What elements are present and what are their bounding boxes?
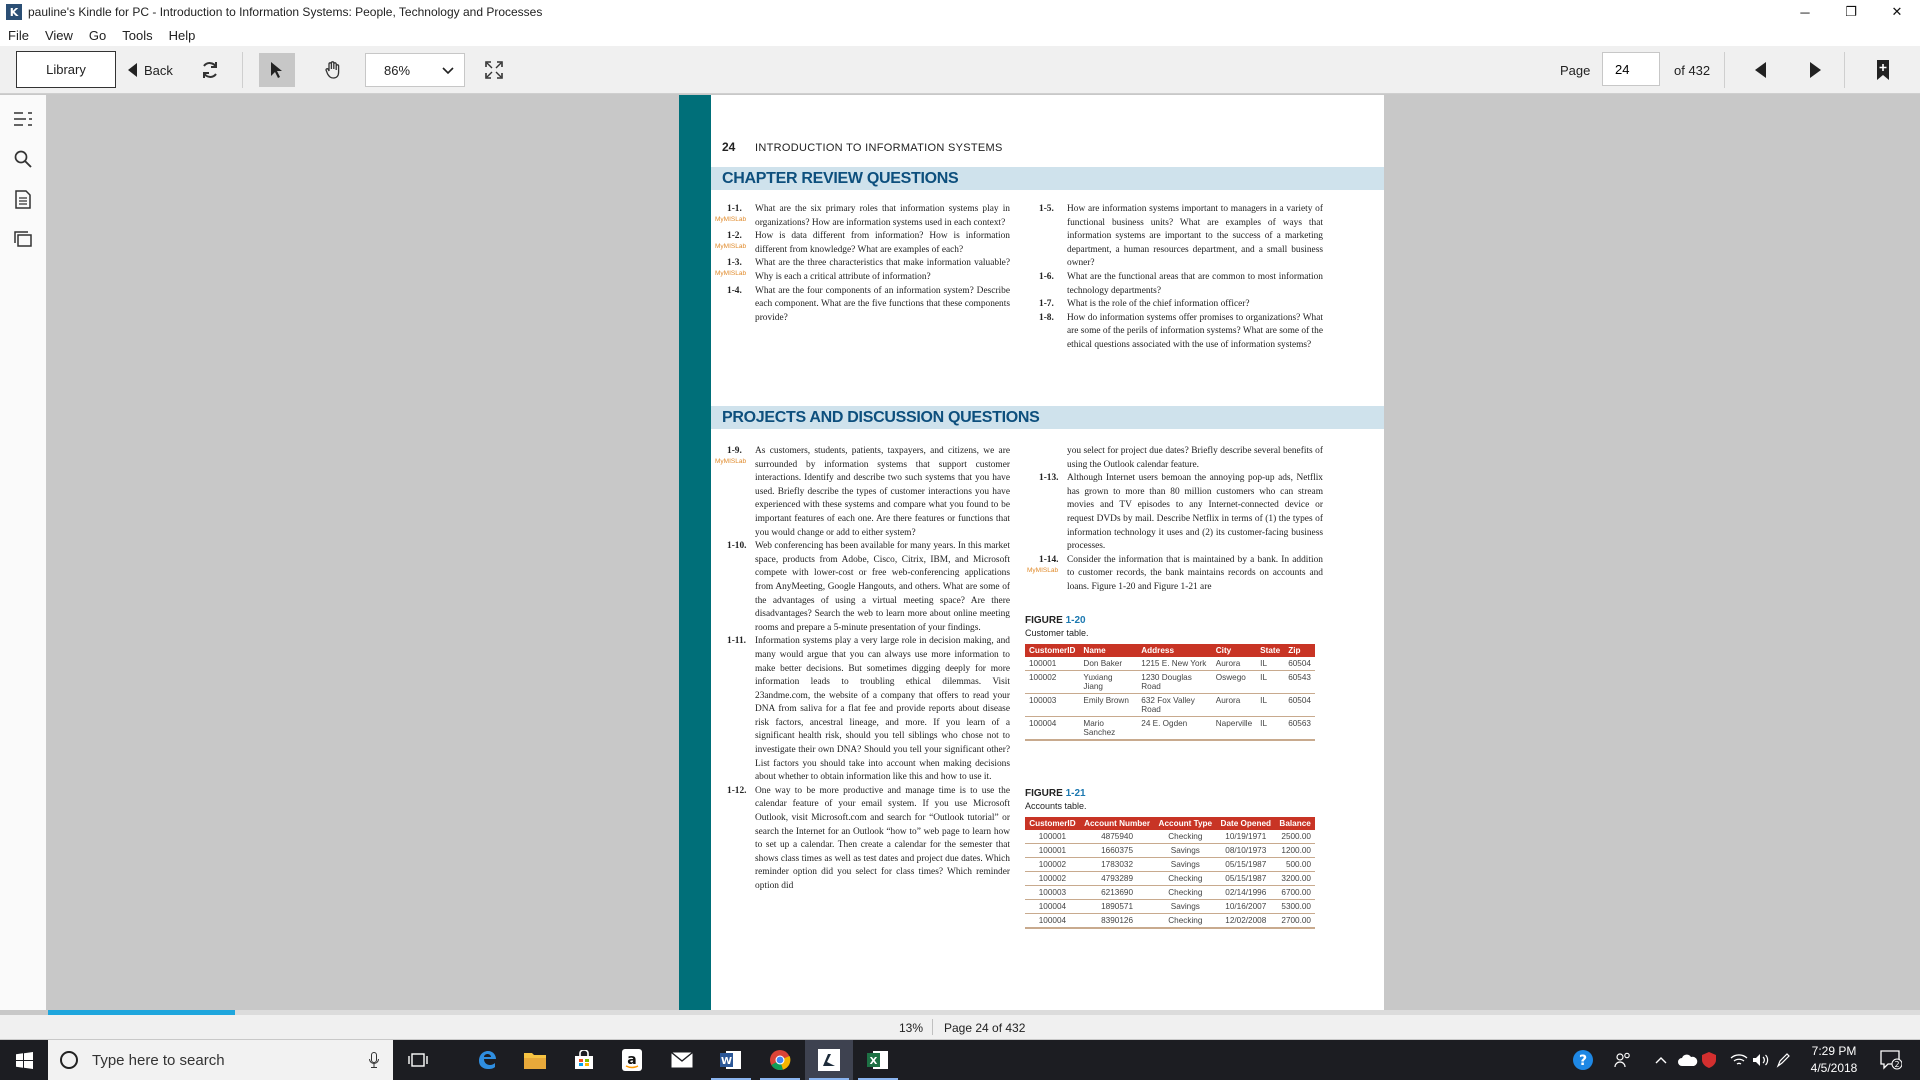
projects-left-column xyxy=(713,445,1010,894)
question-text: Consider the information that is maintained by a bank. In addition to customer records, the bank maintains records on accounts and loans. Figure 1-20 and Figure 1-21 are xyxy=(1067,554,1323,592)
question-number: 1-14. xyxy=(1039,554,1059,565)
column-header: Account Number xyxy=(1080,817,1155,830)
table-row xyxy=(1025,657,1315,671)
column-header: Address xyxy=(1137,644,1212,657)
column-header: Account Type xyxy=(1154,817,1216,830)
notes-page-icon xyxy=(15,190,31,209)
question-item xyxy=(713,285,1010,326)
question-text: One way to be more productive and manage time is to use the calendar feature of your email system. If you use Microsoft Outlook, visit Microsoft.com and search for “Outlook tutorial” or search the Internet for an Outlook “how to” web page to learn how to set up a calendar. Then create a calendar for the semester that shows class times as well as test dates and project due dates. Which reminder option did you select for class times? Which reminder option did xyxy=(755,785,1010,891)
help-question-icon xyxy=(1572,1049,1594,1071)
action-center-button[interactable] xyxy=(1880,1040,1902,1080)
question-number: 1-7. xyxy=(1039,299,1054,310)
library-button[interactable]: Library xyxy=(16,51,116,88)
question-text: What is the role of the chief information officer? xyxy=(1067,299,1250,310)
kindle-reader-icon xyxy=(818,1049,840,1071)
table-cell: 10/19/1971 xyxy=(1216,830,1275,844)
question-number: 1-8. xyxy=(1039,312,1054,323)
table-cell: 1890571 xyxy=(1080,900,1155,914)
figure-number: 1-21 xyxy=(1065,788,1086,799)
table-cell: 60563 xyxy=(1284,717,1315,741)
table-cell: Checking xyxy=(1154,872,1216,886)
question-number: 1-12. xyxy=(727,785,747,796)
table-cell: 100004 xyxy=(1025,717,1079,741)
question-number: 1-11. xyxy=(727,636,747,647)
pan-tool-button[interactable] xyxy=(315,53,351,87)
menu-go[interactable]: Go xyxy=(88,27,107,43)
search-icon xyxy=(14,150,32,168)
notification-icon xyxy=(1880,1050,1902,1070)
mymislab-badge: MyMISLab xyxy=(715,216,747,223)
question-text: How is data different from information? How is information different from knowledge? What are examples of each? xyxy=(755,231,1010,255)
flashcards-icon xyxy=(14,231,32,247)
table-cell: Mario Sanchez xyxy=(1079,717,1137,741)
table-cell: Naperville xyxy=(1212,717,1256,741)
question-text: Information systems play a very large role in decision making, and many would argue that you can always use more information to make better decisions. But sometimes digging deeply for more information leads to troubling ethical dilemmas. Visit 23andme.com, the website of a company that offers to read your DNA from saliva for a flat fee and provide reports about disease risk factors, ancestral lineage, and more. If you learn of a significant health risk, should you tell siblings who chose not to investigate their own DNA? Should you tell your significant other? List factors you should take into account when making decisions about whether to obtain information like this and how to use it. xyxy=(755,636,1010,783)
wifi-tray-icon[interactable] xyxy=(1730,1040,1748,1080)
progress-percent: 13% xyxy=(899,1021,924,1035)
chevron-down-icon xyxy=(442,67,454,75)
table-cell: 24 E. Ogden xyxy=(1137,717,1212,741)
svg-text:X: X xyxy=(869,1056,878,1067)
table-header-row xyxy=(1025,817,1315,830)
bookmark-add-icon xyxy=(1876,60,1890,80)
figure-1-20-caption: Customer table. xyxy=(1025,628,1089,638)
kindle-app-icon: K xyxy=(6,4,22,20)
mymislab-badge: MyMISLab xyxy=(715,243,747,251)
table-cell: 08/10/1973 xyxy=(1216,844,1275,858)
table-cell: 60504 xyxy=(1284,657,1315,671)
excel-icon xyxy=(867,1050,889,1070)
pen-tray-icon[interactable] xyxy=(1776,1040,1790,1080)
task-view-icon xyxy=(408,1052,428,1068)
back-arrow-icon xyxy=(128,63,138,77)
accounts-table xyxy=(1025,817,1315,929)
table-cell: 8390126 xyxy=(1080,914,1155,929)
store-taskbar-button[interactable] xyxy=(560,1040,608,1080)
menu-file[interactable]: File xyxy=(8,27,29,43)
figure-1-21-label xyxy=(1025,788,1086,799)
select-tool-button[interactable] xyxy=(259,53,295,87)
projects-heading: PROJECTS AND DISCUSSION QUESTIONS xyxy=(711,406,1384,429)
excel-taskbar-button[interactable] xyxy=(854,1040,902,1080)
question-text: What are the three characteristics that make information valuable? Why is each a critical attribute of information? xyxy=(755,258,1010,282)
figure-1-20-label xyxy=(1025,615,1086,626)
question-item xyxy=(1025,472,1323,554)
windows-logo-icon xyxy=(16,1052,33,1069)
clock-date: 4/5/2018 xyxy=(1810,1061,1858,1075)
flashcards-button[interactable] xyxy=(11,227,35,251)
show-hidden-icons-button[interactable] xyxy=(1655,1040,1667,1080)
table-cell: 100004 xyxy=(1025,914,1080,929)
menu-tools[interactable]: Tools xyxy=(122,27,153,43)
cursor-arrow-icon xyxy=(270,61,284,79)
question-continuation: you select for project due dates? Briefly describe several benefits of using the Outlook calendar feature. xyxy=(1067,446,1323,470)
review-right-column xyxy=(1025,203,1323,353)
table-cell: 500.00 xyxy=(1275,858,1315,872)
question-number: 1-13. xyxy=(1039,473,1059,484)
projects-right-column xyxy=(1025,445,1323,595)
question-number: 1-1. xyxy=(727,204,742,214)
mymislab-badge: MyMISLab xyxy=(1027,566,1059,574)
table-cell: Savings xyxy=(1154,900,1216,914)
people-icon xyxy=(1614,1052,1632,1068)
table-cell: 100001 xyxy=(1025,657,1079,671)
table-cell: 100001 xyxy=(1025,830,1080,844)
amazon-icon xyxy=(622,1049,642,1071)
chevron-up-icon xyxy=(1655,1056,1667,1064)
column-header: Date Opened xyxy=(1216,817,1275,830)
table-row xyxy=(1025,717,1315,741)
table-cell: 2700.00 xyxy=(1275,914,1315,929)
table-cell: Aurora xyxy=(1212,657,1256,671)
clock-time: 7:29 PM xyxy=(1811,1044,1857,1058)
question-item xyxy=(1025,554,1323,595)
zoom-dropdown[interactable] xyxy=(365,53,465,87)
menu-view[interactable]: View xyxy=(44,27,73,43)
table-row xyxy=(1025,886,1315,900)
table-cell: 2500.00 xyxy=(1275,830,1315,844)
table-cell: 10/16/2007 xyxy=(1216,900,1275,914)
question-item xyxy=(713,257,1010,284)
wifi-icon xyxy=(1730,1053,1748,1067)
question-item xyxy=(713,445,1010,540)
windows-taskbar xyxy=(0,1040,1920,1080)
help-tray-icon[interactable] xyxy=(1572,1040,1594,1080)
people-tray-icon[interactable] xyxy=(1614,1040,1632,1080)
question-text: What are the functional areas that are common to most information technology departments? xyxy=(1067,271,1323,296)
edge-icon xyxy=(476,1049,498,1071)
search-button[interactable] xyxy=(11,147,35,171)
status-bar xyxy=(0,1015,1920,1039)
table-of-contents-button[interactable] xyxy=(11,107,35,131)
table-cell: 4793289 xyxy=(1080,872,1155,886)
table-cell: 6700.00 xyxy=(1275,886,1315,900)
table-cell: IL xyxy=(1256,694,1284,717)
question-item xyxy=(713,635,1010,785)
table-cell: Aurora xyxy=(1212,694,1256,717)
table-row xyxy=(1025,900,1315,914)
table-cell: 1660375 xyxy=(1080,844,1155,858)
table-cell: Checking xyxy=(1154,914,1216,929)
question-number: 1-6. xyxy=(1039,271,1054,282)
table-cell: Savings xyxy=(1154,858,1216,872)
table-cell: Checking xyxy=(1154,886,1216,900)
mail-taskbar-button[interactable] xyxy=(658,1040,706,1080)
question-item xyxy=(713,203,1010,230)
table-cell: Yuxiang Jiang xyxy=(1079,671,1137,694)
onedrive-tray-icon[interactable] xyxy=(1678,1040,1698,1080)
page-number-input[interactable] xyxy=(1602,52,1660,86)
table-cell: Emily Brown xyxy=(1079,694,1137,717)
toolbar xyxy=(0,46,1920,94)
menu-bar xyxy=(0,24,1920,46)
table-cell: IL xyxy=(1256,671,1284,694)
column-header: Zip xyxy=(1284,644,1315,657)
notification-count: 2 xyxy=(1894,1060,1900,1070)
edge-taskbar-button[interactable] xyxy=(463,1040,511,1080)
svg-text:W: W xyxy=(720,1056,733,1067)
store-bag-icon xyxy=(574,1050,594,1070)
question-number: 1-4. xyxy=(727,285,742,296)
notebook-button[interactable] xyxy=(11,187,35,211)
question-number: 1-2. xyxy=(727,231,742,242)
column-header: CustomerID xyxy=(1025,644,1079,657)
table-cell: Savings xyxy=(1154,844,1216,858)
book-page xyxy=(679,95,1384,1010)
title-bar xyxy=(0,0,1920,24)
shield-alert-icon xyxy=(1702,1052,1716,1068)
window-title: pauline's Kindle for PC - Introduction to Information Systems: People, Technology and Processes xyxy=(28,5,543,19)
svg-text:?: ? xyxy=(1578,1053,1588,1069)
taskbar-search-placeholder: Type here to search xyxy=(92,1051,225,1069)
fullscreen-icon xyxy=(485,61,503,79)
mail-icon xyxy=(671,1052,693,1068)
table-cell: 6213690 xyxy=(1080,886,1155,900)
start-button[interactable] xyxy=(0,1040,48,1080)
table-cell: Oswego xyxy=(1212,671,1256,694)
question-text: Web conferencing has been available for many years. In this market space, products from Adobe, Cisco, Citrix, IBM, and Microsoft compete with lower-cost or free web-conferencing applications from AnyMeeting, Google Hangouts, and others. What are some of the advantages of using a virtual meeting space? Are there disadvantages? Search the web to learn more about online meeting rooms and prepare a 5-minute presentation of your findings. xyxy=(755,541,1010,633)
mymislab-badge: MyMISLab xyxy=(715,270,747,278)
word-taskbar-button[interactable] xyxy=(707,1040,755,1080)
column-header: Balance xyxy=(1275,817,1315,830)
question-item xyxy=(1025,203,1323,271)
page-label: Page xyxy=(1560,62,1591,78)
table-row xyxy=(1025,694,1315,717)
figure-1-21-caption: Accounts table. xyxy=(1025,801,1087,811)
chrome-icon xyxy=(769,1049,791,1071)
chrome-taskbar-button[interactable] xyxy=(756,1040,804,1080)
toc-list-icon xyxy=(14,111,32,127)
table-cell: 4875940 xyxy=(1080,830,1155,844)
column-header: City xyxy=(1212,644,1256,657)
question-item xyxy=(1025,312,1323,353)
question-item xyxy=(713,785,1010,894)
question-text: Although Internet users bemoan the annoying pop-up ads, Netflix has grown to more than 80 million customers who can stream movies and TV episodes to any Internet-connected device or request DVDs by mail. Describe Netflix in terms of (1) the types of information technology it uses and (2) its customer-facing business processes. xyxy=(1067,473,1323,552)
question-text: As customers, students, patients, taxpayers, and citizens, we are surrounded by information systems that support customer interactions. Identify and describe two such systems that you have used. Briefly describe the types of customer interactions you have experienced with these systems and compare what you found to be important features of each one. Are there features or functions that you would change or add to either system? xyxy=(755,446,1010,538)
page-total-label: of 432 xyxy=(1674,62,1711,78)
menu-help[interactable]: Help xyxy=(168,27,196,43)
sync-icon xyxy=(200,60,220,80)
back-label: Back xyxy=(144,62,173,78)
table-header-row xyxy=(1025,644,1315,657)
column-header: State xyxy=(1256,644,1284,657)
table-cell: 100003 xyxy=(1025,886,1080,900)
reading-pane[interactable] xyxy=(48,95,1920,1010)
column-header: CustomerID xyxy=(1025,817,1080,830)
file-explorer-taskbar-button[interactable] xyxy=(511,1040,559,1080)
question-item xyxy=(1025,298,1323,312)
table-cell: 100001 xyxy=(1025,844,1080,858)
table-cell: 1215 E. New York xyxy=(1137,657,1212,671)
page-number: 24 xyxy=(722,140,736,154)
table-row xyxy=(1025,671,1315,694)
table-cell: 3200.00 xyxy=(1275,872,1315,886)
task-view-button[interactable] xyxy=(394,1040,442,1080)
table-cell: 100002 xyxy=(1025,671,1079,694)
running-head: INTRODUCTION TO INFORMATION SYSTEMS xyxy=(755,142,1003,154)
table-cell: 100002 xyxy=(1025,872,1080,886)
question-item xyxy=(713,540,1010,635)
speaker-icon xyxy=(1752,1053,1770,1067)
sync-button[interactable] xyxy=(198,58,222,82)
table-cell: Checking xyxy=(1154,830,1216,844)
fullscreen-button[interactable] xyxy=(482,58,506,82)
table-cell: 02/14/1996 xyxy=(1216,886,1275,900)
antivirus-tray-icon[interactable] xyxy=(1702,1040,1716,1080)
pen-icon xyxy=(1776,1052,1790,1068)
microphone-icon[interactable] xyxy=(369,1052,379,1068)
question-text: What are the four components of an information system? Describe each component. What are the five functions that these components provide? xyxy=(755,285,1010,323)
figure-number: 1-20 xyxy=(1065,615,1086,626)
question-text: What are the six primary roles that information systems play in organizations? How are information systems used in each context? xyxy=(755,204,1010,228)
table-row xyxy=(1025,914,1315,929)
question-number: 1-3. xyxy=(727,258,742,269)
location-text: Page 24 of 432 xyxy=(944,1021,1026,1035)
page-color-band xyxy=(679,95,711,1010)
table-cell: 5300.00 xyxy=(1275,900,1315,914)
question-number: 1-9. xyxy=(727,446,742,456)
table-row xyxy=(1025,844,1315,858)
minimize-button[interactable]: ─ xyxy=(1800,4,1810,20)
table-cell: Don Baker xyxy=(1079,657,1137,671)
mymislab-badge: MyMISLab xyxy=(715,458,747,465)
cloud-icon xyxy=(1678,1053,1698,1067)
question-item xyxy=(1025,271,1323,298)
question-item xyxy=(713,230,1010,257)
column-header: Name xyxy=(1079,644,1137,657)
table-cell: 05/15/1987 xyxy=(1216,858,1275,872)
folder-icon xyxy=(524,1051,546,1069)
table-cell: 1230 Douglas Road xyxy=(1137,671,1212,694)
customer-table xyxy=(1025,644,1315,741)
table-cell: 1200.00 xyxy=(1275,844,1315,858)
restore-button[interactable]: ❐ xyxy=(1845,4,1857,19)
table-cell: 05/15/1987 xyxy=(1216,872,1275,886)
figure-word: FIGURE xyxy=(1025,788,1063,799)
word-icon xyxy=(720,1050,742,1070)
left-sidebar xyxy=(0,95,47,1010)
table-cell: 100003 xyxy=(1025,694,1079,717)
back-button[interactable] xyxy=(128,58,173,82)
system-clock[interactable] xyxy=(1794,1043,1874,1077)
question-number: 1-10. xyxy=(727,541,747,552)
question-number: 1-5. xyxy=(1039,204,1054,214)
previous-page-button[interactable] xyxy=(1748,56,1774,84)
table-cell: IL xyxy=(1256,717,1284,741)
taskbar-search[interactable] xyxy=(48,1040,393,1080)
cortana-icon xyxy=(60,1051,78,1069)
question-text: How are information systems important to managers in a variety of functional business units? What are examples of ways that information systems are important to the success of a marketing department, a human resources department, and a small business owner? xyxy=(1067,204,1323,269)
table-cell: 1783032 xyxy=(1080,858,1155,872)
close-button[interactable]: ✕ xyxy=(1891,4,1903,19)
table-cell: 100002 xyxy=(1025,858,1080,872)
table-row xyxy=(1025,858,1315,872)
bookmark-button[interactable] xyxy=(1870,56,1896,84)
review-left-column xyxy=(713,203,1010,325)
figure-word: FIGURE xyxy=(1025,615,1063,626)
triangle-right-icon xyxy=(1809,62,1821,78)
table-cell: 60504 xyxy=(1284,694,1315,717)
triangle-left-icon xyxy=(1755,62,1767,78)
table-row xyxy=(1025,872,1315,886)
table-cell: IL xyxy=(1256,657,1284,671)
next-page-button[interactable] xyxy=(1802,56,1828,84)
kindle-taskbar-button[interactable] xyxy=(805,1040,853,1080)
table-row xyxy=(1025,830,1315,844)
table-cell: 60543 xyxy=(1284,671,1315,694)
table-cell: 100004 xyxy=(1025,900,1080,914)
volume-tray-icon[interactable] xyxy=(1752,1040,1770,1080)
hand-icon xyxy=(323,60,343,80)
svg-text:a: a xyxy=(627,1052,637,1068)
amazon-taskbar-button[interactable] xyxy=(608,1040,656,1080)
table-cell: 12/02/2008 xyxy=(1216,914,1275,929)
review-heading: CHAPTER REVIEW QUESTIONS xyxy=(711,167,1384,190)
table-cell: 632 Fox Valley Road xyxy=(1137,694,1212,717)
zoom-value: 86% xyxy=(384,62,411,78)
question-text: How do information systems offer promises to organizations? What are some of the perils of information systems? What are some of the ethical questions associated with the use of information systems? xyxy=(1067,312,1323,350)
